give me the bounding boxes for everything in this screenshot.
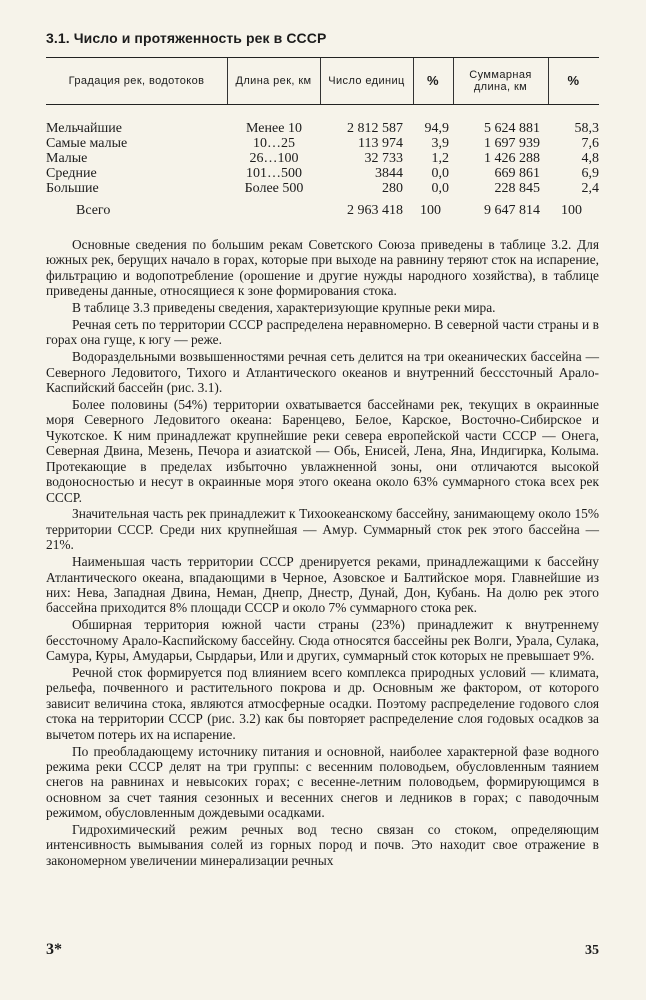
row-total-length: 228 845 [494,181,540,196]
paragraph: Наименьшая часть территории СССР дренируется реками, принадлежащими к бассейну Атлантического океана, впадающими в Черное, Азовское и Балтийское моря. Главнейшие из них: Нева, Западная Двина, Неман, Днепр, Днестр, Дунай, Дон, Кубань. На долю рек этого бассейна приходится 8% площади СССР и около 7% суммарного стока рек. [46,554,599,616]
row-length: 10…25 [253,136,295,151]
row-length: 101…500 [246,166,302,181]
row-length: 26…100 [249,151,299,166]
table-row [0,136,646,151]
paragraph: Речной сток формируется под влиянием всего комплекса природных условий — климата, рельефа, почвенного и растительного покрова и др. Основным же фактором, от которого зависит величина стока, являются атмосферные осадки. Поэтому распределение годового слоя стока на территории СССР (рис. 3.2) как бы повторяет распределение слоя годовых осадков за вычетом потерь их на испарение. [46,664,599,742]
paragraph: Значительная часть рек принадлежит к Тихоокеанскому бассейну, занимающему около 15% территории СССР. Среди них крупнейшая — Амур. Суммарный сток рек этого бассейна — 21%. [46,506,599,553]
row-count: 113 974 [358,136,403,151]
table-row [0,121,646,136]
total-count: 2 963 418 [347,203,403,218]
header-percent-length: % [567,73,580,88]
table-row [0,181,646,196]
row-percent-count: 94,9 [424,121,449,136]
row-percent-length: 4,8 [581,151,599,166]
row-percent-length: 58,3 [574,121,599,136]
paragraph: Более половины (54%) территории охватывается бассейнами рек, текущих в окраинные моря Северного Ледовитого океана: Баренцево, Белое, Карское, Восточно-Сибирское и Чукотское. К ним принадлежат крупнейшие реки севера европейской части СССР — Онега, Северная Двина, Мезень, Печора и азиатской — Обь, Енисей, Лена, Яна, Индигирка, Колыма. Протекающие в пределах избыточно увлажненной зоны, они отличаются высокой водоносностью и несут в окраинные моря этого океана около 63% суммарного стока всех рек СССР. [46,397,599,505]
row-total-length: 1 426 288 [484,151,540,166]
row-percent-count: 1,2 [431,151,449,166]
table-total-row [0,203,646,218]
row-total-length: 5 624 881 [484,121,540,136]
row-percent-length: 6,9 [581,166,599,181]
paragraph: По преобладающему источнику питания и основной, наиболее характерной фазе водного режима реки СССР делят на три группы: с весенним половодьем, обусловленным таянием снегов на равнинах и невысоких горах; с весенне-летним половодьем, формирующимся в основном за счет таяния сезонных и весенних снегов и ледников в горах; с паводочным режимом, обусловленным дождевыми осадками. [46,743,599,821]
signature-mark: 3* [46,941,62,958]
page-number: 35 [585,943,599,958]
row-name: Большие [46,181,99,196]
row-total-length: 669 861 [494,166,540,181]
header-length: Длина рек, км [235,75,312,87]
paragraph: В таблице 3.3 приведены сведения, характеризующие крупные реки мира. [72,300,496,316]
header-percent-count: % [427,73,439,88]
row-name: Малые [46,151,88,166]
total-label: Всего [76,203,111,218]
table-row [0,151,646,166]
paragraph: Обширная территория южной части страны (23%) принадлежит к внутреннему бессточному Арало-Каспийскому бассейну. Сюда относятся бассейны рек Волги, Урала, Сулака, Самура, Куры, Амударьи, Сырдарьи, Или и других, суммарный сток которых не превышает 9%. [46,617,599,664]
row-name: Самые малые [46,136,128,151]
row-count: 3844 [375,166,403,181]
total-percent-length: 100 [561,203,582,218]
paragraph: Гидрохимический режим речных вод тесно связан со стоком, определяющим интенсивность вымывания солей из горных пород и почв. Это находит свое отражение в закономерном увеличении минерализации речных [46,822,599,868]
row-percent-count: 0,0 [431,181,449,196]
row-length: Более 500 [244,181,304,196]
row-length: Менее 10 [246,121,302,136]
row-percent-count: 3,9 [431,136,449,151]
header-total-length: Суммарная длина, км [469,69,532,93]
row-percent-count: 0,0 [431,166,449,181]
row-name: Средние [46,166,97,181]
paragraph: Основные сведения по большим рекам Советского Союза приведены в таблице 3.2. Для южных рек, берущих начало в горах, которые при выходе на равнину теряют сток на испарение, фильтрацию и водопотребление (орошение и другие нужды народного хозяйства), в таблице приведены данные, относящиеся к зоне формирования стока. [46,237,599,299]
header-gradation: Градация рек, водотоков [68,75,205,87]
table-title: 3.1. Число и протяженность рек в СССР [46,30,327,46]
row-percent-length: 7,6 [581,136,599,151]
row-count: 280 [382,181,403,196]
table-header-rule [46,104,599,105]
table-row [0,166,646,181]
row-count: 2 812 587 [347,121,403,136]
header-count: Число единиц [328,75,405,87]
row-total-length: 1 697 939 [484,136,540,151]
row-percent-length: 2,4 [581,181,599,196]
total-length: 9 647 814 [484,203,540,218]
total-percent-count: 100 [420,203,441,218]
row-count: 32 733 [364,151,403,166]
row-name: Мельчайшие [46,121,123,136]
body-text [46,237,599,870]
paragraph: Водораздельными возвышенностями речная сеть делится на три океанических бассейна — Северного Ледовитого, Тихого и Атлантического океанов и внутренний бесссточный Арало-Каспийский бассейн (рис. 3.1). [46,349,599,396]
paragraph: Речная сеть по территории СССР распределена неравномерно. В северной части страны и в горах она гуще, к югу — реже. [46,317,599,348]
